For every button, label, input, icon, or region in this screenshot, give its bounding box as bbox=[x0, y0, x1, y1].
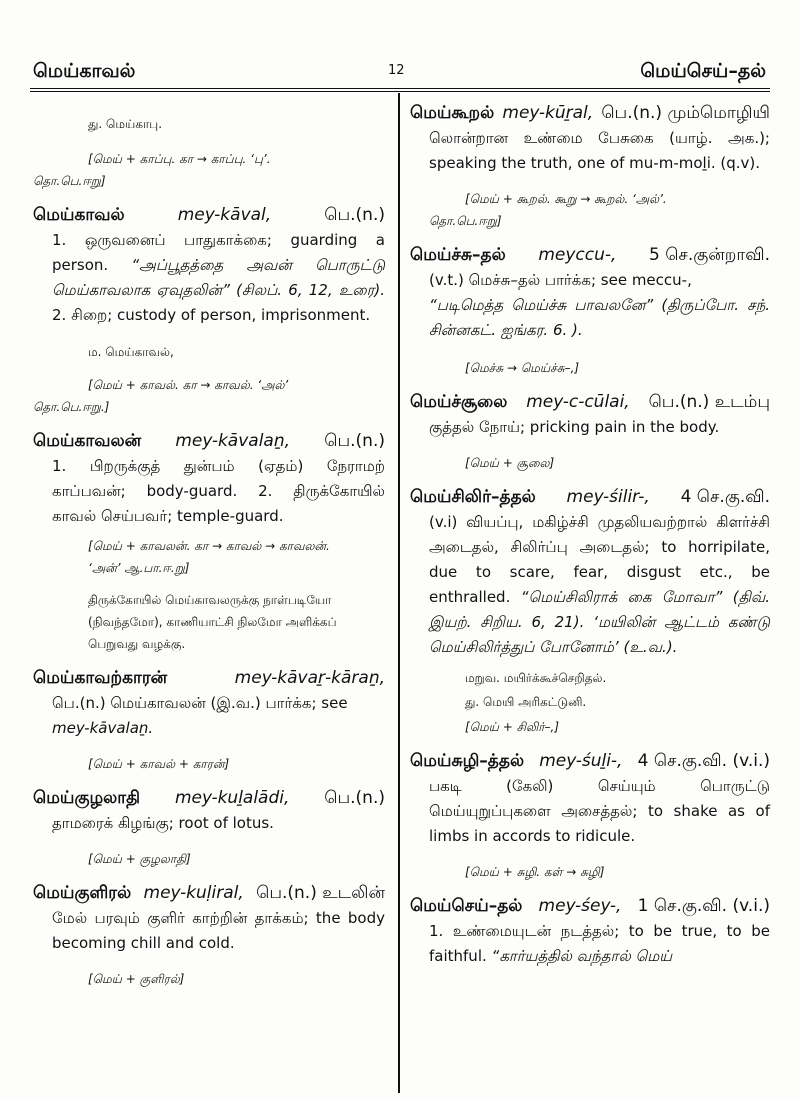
transliteration: mey-kāvaṟ-kāraṉ, bbox=[234, 668, 385, 688]
etymology-line: [மெய் + குளிரல்] bbox=[88, 972, 185, 986]
entry-headline bbox=[410, 893, 770, 919]
definition-text: பெ.(n.) மெய்காவலன் (இ.வ.) பார்க்க; see bbox=[52, 694, 348, 712]
transliteration: mey-śey-, bbox=[538, 896, 622, 916]
headword: மெய்செய்–தல் bbox=[410, 896, 523, 916]
transliteration: mey-kuḻalādi, bbox=[174, 788, 290, 808]
part-of-speech: பெ.(n.) bbox=[324, 788, 385, 808]
etymology-line: [மெய் + சூலை] bbox=[465, 456, 555, 470]
entry-headline bbox=[33, 665, 385, 691]
left-column bbox=[33, 100, 385, 1000]
headword: மெய்கூறல் bbox=[410, 103, 495, 123]
entry-meysilir bbox=[410, 484, 770, 738]
synonym-note: மறுவ. மயிர்க்கூச்செறிதல். bbox=[465, 671, 607, 685]
definition-text: (v.t.) மெச்சு–தல் பார்க்க; see meccu-, bbox=[429, 271, 692, 289]
definition bbox=[33, 691, 385, 741]
etymology-line: தொ.பெ.ஈறு.] bbox=[33, 400, 110, 414]
transliteration: mey-kuḷiral, bbox=[143, 883, 244, 903]
usage-note: திருக்கோயில் மெய்காவலருக்கு நாள்படியோ (நிவந்தமோ), காணியாட்சி நிலமோ அளிக்கப் பெறுவது வழக்கு. bbox=[88, 593, 337, 651]
part-of-speech: பெ.(n.) உடலின் bbox=[256, 883, 385, 903]
transliteration: mey-c-cūlai, bbox=[526, 392, 630, 412]
definition: தாமரைக் கிழங்கு; root of lotus. bbox=[52, 814, 274, 832]
entry-headline bbox=[410, 748, 770, 774]
transliteration: mey-kāvalaṉ, bbox=[175, 431, 291, 451]
definition-text: 1. உண்மையுடன் நடத்தல்; to be true, to be faithful. bbox=[429, 922, 770, 965]
entry-headline bbox=[33, 880, 385, 906]
etymology-line: [மெய் + காவல் + காரன்] bbox=[88, 757, 230, 771]
headword: மெய்சிலிர்–த்தல் bbox=[410, 487, 536, 507]
entry-meykaval bbox=[33, 202, 385, 418]
etymology-line: [மெய் + சுழி. கள் → சுழி] bbox=[465, 865, 605, 879]
headword: மெய்காவலன் bbox=[33, 431, 142, 451]
etymology-line: [மெய் + கூறல். கூறு → கூறல். ‘அல்’. bbox=[465, 192, 667, 206]
entry-meykavarkaran bbox=[33, 665, 385, 775]
part-of-speech: பெ.(n.) மும்மொழியி bbox=[601, 103, 770, 123]
etymology-line: தொ.பெ.ஈறு] bbox=[429, 214, 502, 228]
entry-headline bbox=[410, 100, 770, 126]
headword: மெய்காவற்காரன் bbox=[33, 668, 168, 688]
page-header bbox=[0, 0, 800, 94]
entry-headline bbox=[410, 242, 770, 268]
etymology-line: [மெய் + குழலாதி] bbox=[88, 852, 191, 866]
quotation: “அப்பூதத்தை அவன் பொருட்டு மெய்காவலாக ஏவுதலின்” (சிலப். 6, 12, உரை). bbox=[52, 256, 385, 299]
header-rule bbox=[30, 88, 770, 89]
transliteration: meyccu-, bbox=[538, 245, 617, 265]
part-of-speech: 4 செ.கு.வி. (v.i.) bbox=[637, 751, 770, 771]
quotation: “படிமெத்த மெய்ச்சு பாவலனே” (திருப்போ. சந். சின்னகட். ஐங்கர. 6. ). bbox=[429, 296, 770, 339]
entry-meykuzhaladi bbox=[33, 785, 385, 870]
definition-text: 2. சிறை; custody of person, imprisonment. bbox=[52, 306, 371, 324]
definition bbox=[33, 228, 385, 328]
quotation: “மெய்சிலிராக் கை மோவா” (திவ். இயற். சிறிய. 6, 21). ‘மயிலின் ஆட்டம் கண்டு மெய்சிலிர்த்துப் போனோம்’ (உ.வ.). bbox=[429, 588, 770, 656]
entry-headline bbox=[410, 389, 770, 415]
transliteration: mey-śilir-, bbox=[566, 487, 650, 507]
page-number: 12 bbox=[388, 63, 405, 78]
header-rule-double bbox=[30, 91, 770, 92]
headword: மெய்காவல் bbox=[33, 205, 125, 225]
etymology-line: [மெய் + சிலிர்–,] bbox=[465, 720, 560, 734]
part-of-speech: 1 செ.கு.வி. (v.i.) bbox=[637, 896, 770, 916]
entry-headline bbox=[33, 428, 385, 454]
entry-headline bbox=[33, 785, 385, 811]
definition-text: 1. ஒருவனைப் பாதுகாக்கை; guarding a person. bbox=[52, 231, 385, 274]
transliteration: mey-kūṟal, bbox=[502, 103, 594, 123]
entry-meysuli bbox=[410, 748, 770, 883]
right-column bbox=[410, 100, 770, 969]
transliteration: mey-kāval, bbox=[177, 205, 272, 225]
etymology-line: [மெய் + காப்பு. கா → காப்பு. ‘பு’. bbox=[88, 152, 271, 166]
header-right-guide-word: மெய்செய்–தல் bbox=[640, 60, 766, 82]
column-divider bbox=[398, 93, 400, 1093]
cross-reference: mey-kāvalaṉ. bbox=[52, 719, 154, 737]
etymology-line: தொ.பெ.ஈறு] bbox=[33, 174, 106, 188]
headword: மெய்ச்சு–தல் bbox=[410, 245, 506, 265]
transliteration: mey-śuḻi-, bbox=[539, 751, 623, 771]
entry-meyccular bbox=[410, 389, 770, 474]
cognate-note: ம. மெய்காவல், bbox=[88, 345, 174, 359]
headword: மெய்ச்சூலை bbox=[410, 392, 508, 412]
entry-meyccu bbox=[410, 242, 770, 379]
definition: 1. பிறருக்குத் துன்பம் (ஏதம்) நேராமற் காப்பவன்; body-guard. 2. திருக்கோயில் காவல் செய்பவர்; temple-guard. bbox=[52, 457, 385, 525]
entry-meykavalan bbox=[33, 428, 385, 655]
definition: பகடி (கேலி) செய்யும் பொருட்டு மெய்யுறுப்புகளை அசைத்தல்; to shake as of limbs in accords to ridicule. bbox=[429, 777, 770, 845]
part-of-speech: பெ.(n.) உடம்பு bbox=[648, 392, 770, 412]
quotation: “கார்யத்தில் வந்தால் மெய் bbox=[491, 947, 673, 965]
definition bbox=[410, 510, 770, 660]
etymology-line: [மெச்சு → மெய்ச்சு–,] bbox=[465, 361, 580, 375]
cognate-note: து. மெயி அரிகட்டுனி. bbox=[465, 695, 587, 709]
definition bbox=[410, 919, 770, 969]
entry-meykural bbox=[410, 100, 770, 232]
etymology-line: [மெய் + காவல். கா → காவல். ‘அல்’ bbox=[88, 378, 289, 392]
entry-meyssey bbox=[410, 893, 770, 969]
headword: மெய்குளிரல் bbox=[33, 883, 132, 903]
cognate-note: து. மெய்காபு. bbox=[88, 117, 163, 131]
headword: மெய்குழலாதி bbox=[33, 788, 141, 808]
definition bbox=[410, 268, 770, 343]
entry-meykuliral bbox=[33, 880, 385, 990]
definition: லொன்றான உண்மை பேசுகை (யாழ். அக.); speaking the truth, one of mu-m-moḻi. (q.v). bbox=[429, 129, 770, 172]
part-of-speech: 4 செ.கு.வி. bbox=[680, 487, 770, 507]
headword: மெய்சுழி–த்தல் bbox=[410, 751, 525, 771]
part-of-speech: 5 செ.குன்றாவி. bbox=[649, 245, 770, 265]
etymology-line: ‘அன்’ ஆ.பா.ஈ.று] bbox=[88, 561, 190, 575]
entry-headline bbox=[33, 202, 385, 228]
entry-headline bbox=[410, 484, 770, 510]
part-of-speech: பெ.(n.) bbox=[324, 431, 385, 451]
header-left-guide-word: மெய்காவல் bbox=[33, 60, 136, 82]
definition: மேல் பரவும் குளிர் காற்றின் தாக்கம்; the body becoming chill and cold. bbox=[52, 909, 385, 952]
etymology-line: [மெய் + காவலன். கா → காவல் → காவலன். bbox=[88, 539, 330, 553]
definition: குத்தல் நோய்; pricking pain in the body. bbox=[429, 418, 720, 436]
part-of-speech: பெ.(n.) bbox=[324, 205, 385, 225]
definition-text: (v.i) வியப்பு, மகிழ்ச்சி முதலியவற்றால் கிளர்ச்சி அடைதல், சிலிர்ப்பு அடைதல்; to horripilate, due to scare, fear, disgust etc., be enthralled. bbox=[429, 513, 770, 606]
